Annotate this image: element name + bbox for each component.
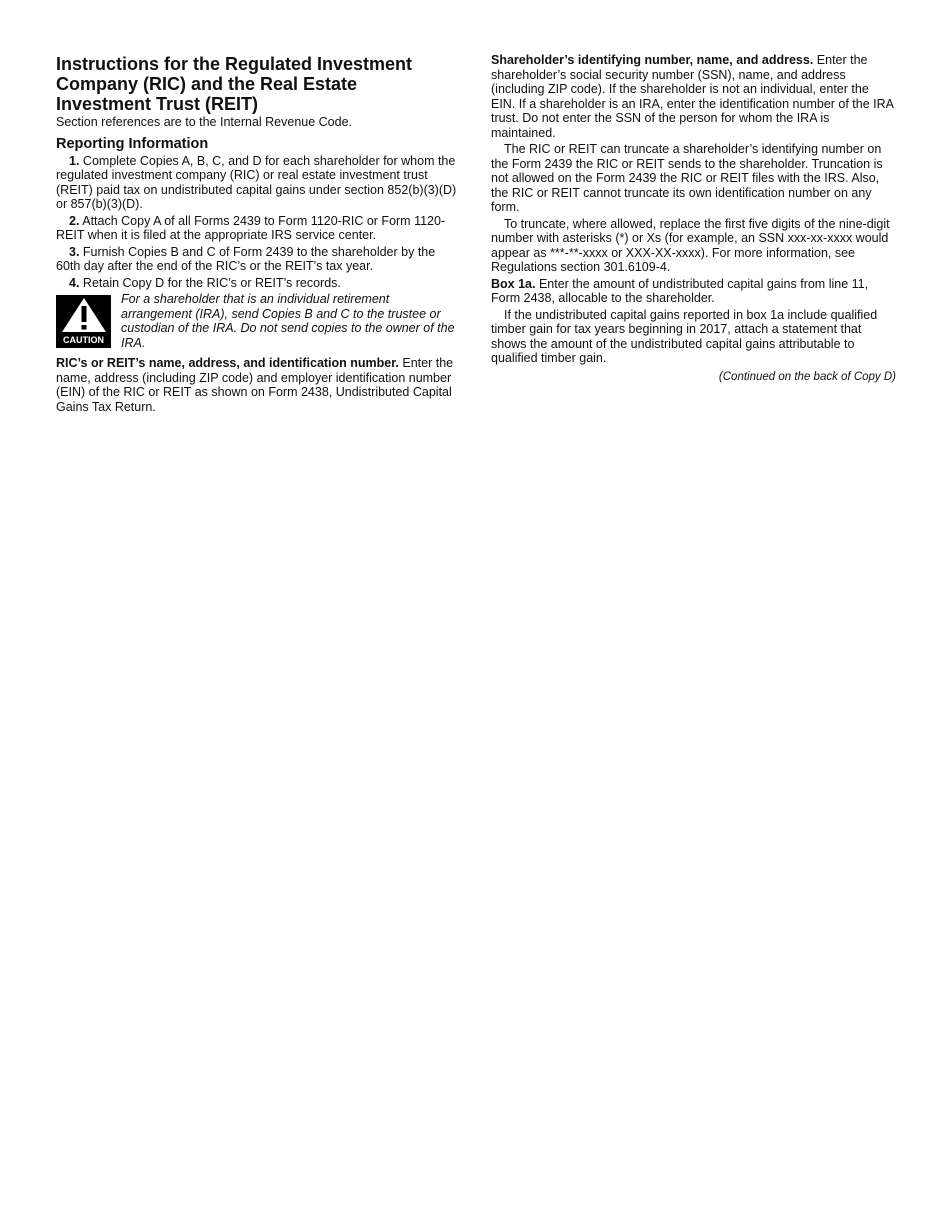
right-column	[491, 53, 896, 384]
item-number: 4.	[69, 275, 80, 290]
reporting-item-3	[56, 245, 461, 274]
caution-icon	[56, 295, 111, 348]
timber-gain-paragraph: If the undistributed capital gains reported in box 1a include qualified timber gain for tax years beginning in 2017, attach a statement that shows the amount of the undistributed capital gains attributable to qualified timber gain.	[491, 307, 878, 365]
caution-label: CAUTION	[63, 335, 104, 345]
item-number: 2.	[69, 213, 80, 228]
ric-identification-paragraph	[56, 356, 461, 414]
warning-triangle-icon	[61, 297, 107, 333]
item-text: Complete Copies A, B, C, and D for each shareholder for whom the regulated investment company (RIC) or real estate investment trust (REIT) paid tax on undistributed capital gains under section 852(b)(3)(D) or 857(b)(3)(D).	[56, 153, 457, 211]
item-text: Attach Copy A of all Forms 2439 to Form 1120-RIC or Form 1120-REIT when it is filed at the appropriate IRS service center.	[56, 213, 446, 242]
reporting-item-1	[56, 154, 461, 212]
ric-identification-heading: RIC’s or REIT’s name, address, and identification number.	[56, 356, 399, 370]
item-text: Furnish Copies B and C of Form 2439 to the shareholder by the 60th day after the end of the RIC’s or the REIT’s tax year.	[56, 244, 436, 273]
reporting-item-2	[56, 214, 461, 243]
box-1a-heading: Box 1a.	[491, 276, 536, 291]
truncation-paragraph: The RIC or REIT can truncate a shareholder’s identifying number on the Form 2439 the RIC or REIT sends to the shareholder. Truncation is not allowed on the Form 2439 the RIC or REIT files with the IRS. Also, the RIC or REIT cannot truncate its own identification number on any form.	[491, 142, 883, 214]
left-column	[56, 52, 461, 416]
shareholder-identification-heading: Shareholder’s identifying number, name, and address.	[491, 53, 814, 67]
caution-box	[56, 292, 461, 348]
shareholder-identification-text: Enter the shareholder’s social security number (SSN), name, and address (including ZIP code). If the shareholder is not an individual, enter the EIN. If a shareholder is an IRA, enter the identification number of the IRA trust. Do not enter the SSN of the person for whom the IRA is maintained.	[491, 53, 894, 140]
ric-identification-text: Enter the name, address (including ZIP code) and employer identification number (EIN) of the RIC or REIT as shown on Form 2438, Undistributed Capital Gains Tax Return.	[56, 356, 454, 414]
page-title: Instructions for the Regulated Investment Company (RIC) and the Real Estate Investment Trust (REIT)	[56, 54, 413, 114]
section-references-note: Section references are to the Internal Revenue Code.	[56, 115, 353, 129]
box-1a-paragraph	[491, 277, 896, 306]
shareholder-identification-paragraph	[491, 53, 896, 140]
item-number: 1.	[69, 153, 80, 168]
continued-note: (Continued on the back of Copy D)	[718, 370, 896, 383]
item-text: Retain Copy D for the RIC’s or REIT’s records.	[82, 275, 341, 290]
reporting-item-4	[56, 276, 461, 291]
item-number: 3.	[69, 244, 80, 259]
box-1a-text: Enter the amount of undistributed capital gains from line 11, Form 2438, allocable to the shareholder.	[491, 276, 869, 305]
truncation-how-paragraph: To truncate, where allowed, replace the first five digits of the nine-digit number with asterisks (*) or Xs (for example, an SSN xxx-xx-xxxx would appear as ***-**-xxxx or XXX-XX-xxxx). For more information, see Regulations section 301.6109-4.	[491, 216, 890, 274]
reporting-information-heading: Reporting Information	[56, 135, 209, 152]
caution-text: For a shareholder that is an individual retirement arrangement (IRA), send Copies B and C to the trustee or custodian of the IRA. Do not send copies to the owner of the IRA.	[121, 292, 455, 350]
